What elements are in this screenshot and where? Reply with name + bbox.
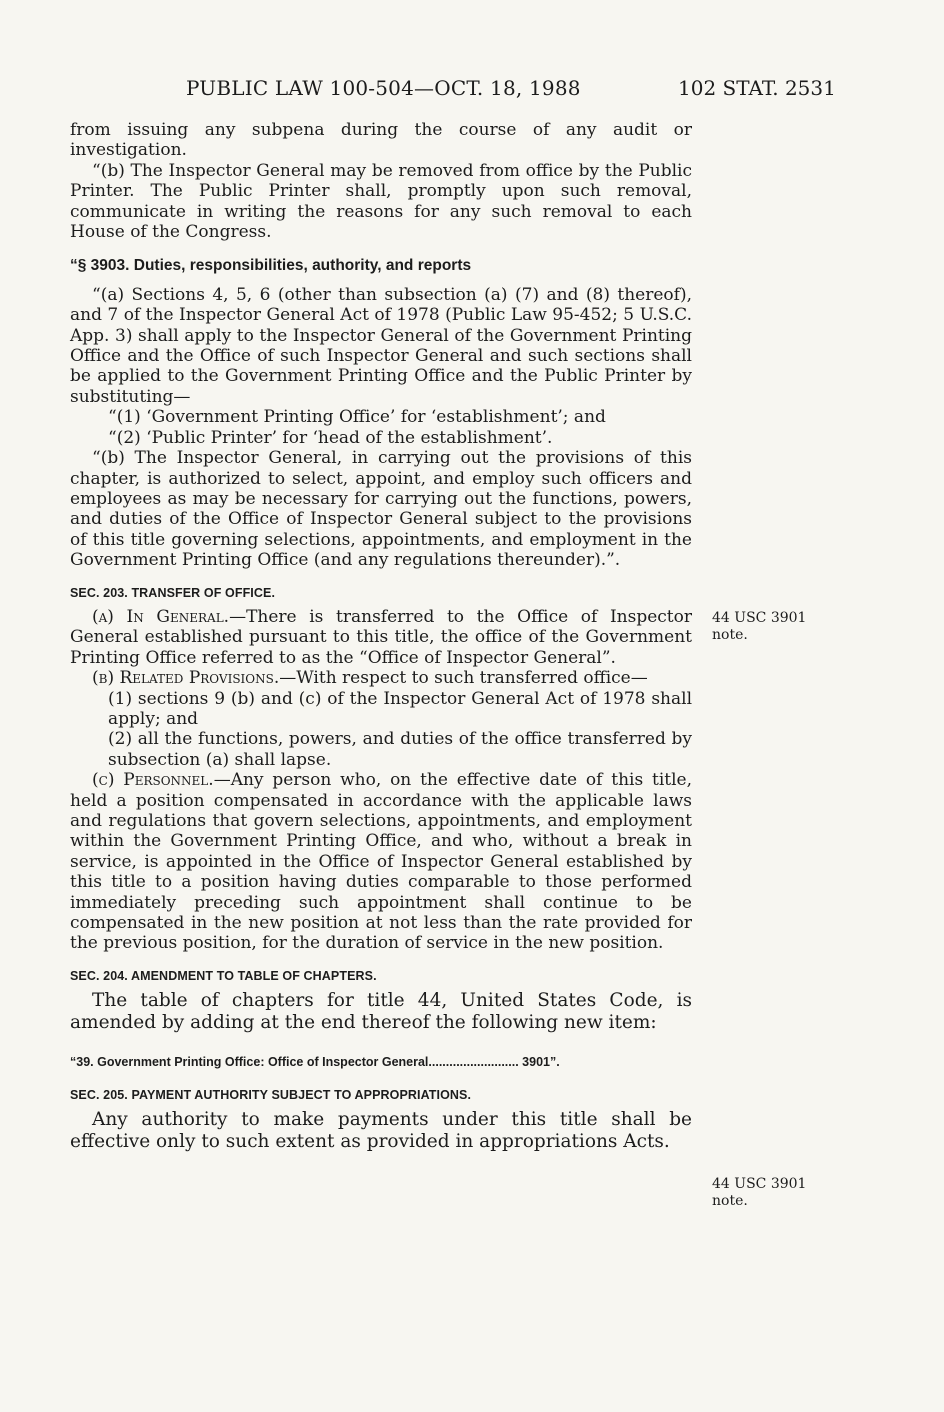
paragraph-203-c bbox=[70, 770, 692, 954]
section-3903-heading: “§ 3903. Duties, responsibilities, authority, and reports bbox=[70, 257, 472, 275]
paragraph-203-a bbox=[70, 607, 692, 668]
margin-note-section-203: 44 USC 3901 note. bbox=[712, 610, 807, 643]
paragraph-3903-a-2: “(2) ‘Public Printer’ for ‘head of the establishment’. bbox=[108, 427, 553, 448]
paragraph-204: The table of chapters for title 44, United States Code, is amended by adding at the end thereof the following new item: bbox=[70, 990, 692, 1034]
table-of-chapters-item: “39. Government Printing Office: Office of Inspector General.......................... 3901”. bbox=[70, 1055, 560, 1070]
paragraph-3903-b: “(b) The Inspector General, in carrying out the provisions of this chapter, is authorized to select, appoint, and employ such officers and employees as may be necessary for carrying out the functions, powers, and duties of the Office of Inspector General subject to the provisions of this title governing selections, appointments, and employment in the Government Printing Office (and any regulations thereunder).”. bbox=[70, 448, 692, 571]
paragraph-203-b-2: (2) all the functions, powers, and duties of the office transferred by subsection (a) shall lapse. bbox=[108, 729, 692, 770]
section-205-heading: SEC. 205. PAYMENT AUTHORITY SUBJECT TO APPROPRIATIONS. bbox=[70, 1087, 472, 1102]
paragraph-removal: “(b) The Inspector General may be removed from office by the Public Printer. The Public Printer shall, promptly upon such removal, communicate in writing the reasons for any such removal to each House of the Congress. bbox=[70, 160, 692, 243]
paragraph-203-c-text: —Any person who, on the effective date of this title, held a position compensated in accordance with the applicable laws and regulations that govern selections, appointments, and employment within the Government Printing Office, and who, without a break in service, is appointed in the Office of Inspector General established by this title to a position having duties comparable to those performed immediately preceding such appointment shall continue to be compensated in the new position at not less than the rate provided for the previous position, for the duration of service in the new position. bbox=[70, 770, 692, 954]
stat-page-reference: 102 STAT. 2531 bbox=[678, 76, 836, 100]
paragraph-203-b-1: (1) sections 9 (b) and (c) of the Inspector General Act of 1978 shall apply; and bbox=[108, 688, 692, 729]
paragraph-203-b bbox=[70, 668, 692, 688]
section-203-heading: SEC. 203. TRANSFER OF OFFICE. bbox=[70, 585, 276, 600]
margin-note-section-205: 44 USC 3901 note. bbox=[712, 1176, 807, 1209]
paragraph-3903-a: “(a) Sections 4, 5, 6 (other than subsection (a) (7) and (8) thereof), and 7 of the Inspector General Act of 1978 (Public Law 95-452; 5 U.S.C. App. 3) shall apply to the Inspector General of the Government Printing Office and the Office of such Inspector General and such sections shall be applied to the Government Printing Office and the Public Printer by substituting— bbox=[70, 284, 692, 407]
paragraph-203-b-text: —With respect to such transferred office— bbox=[279, 668, 648, 689]
paragraph-203-a-label: (a) In General. bbox=[92, 606, 230, 627]
paragraph-205: Any authority to make payments under this title shall be effective only to such extent as provided in appropriations Acts. bbox=[70, 1109, 692, 1153]
text-column bbox=[70, 120, 692, 1153]
paragraph-203-b-label: (b) Related Provisions. bbox=[92, 668, 280, 689]
paragraph-203-c-label: (c) Personnel. bbox=[92, 770, 214, 791]
continued-paragraph: from issuing any subpena during the course of any audit or investigation. bbox=[70, 120, 692, 161]
paragraph-203-a-text: —There is transferred to the Office of Inspector General established pursuant to this title, the office of the Government Printing Office referred to as the “Office of Inspector General”. bbox=[70, 606, 692, 668]
running-head: PUBLIC LAW 100-504—OCT. 18, 1988 bbox=[186, 76, 581, 100]
section-204-heading: SEC. 204. AMENDMENT TO TABLE OF CHAPTERS. bbox=[70, 968, 377, 983]
paragraph-3903-a-1: “(1) ‘Government Printing Office’ for ‘establishment’; and bbox=[108, 407, 606, 428]
